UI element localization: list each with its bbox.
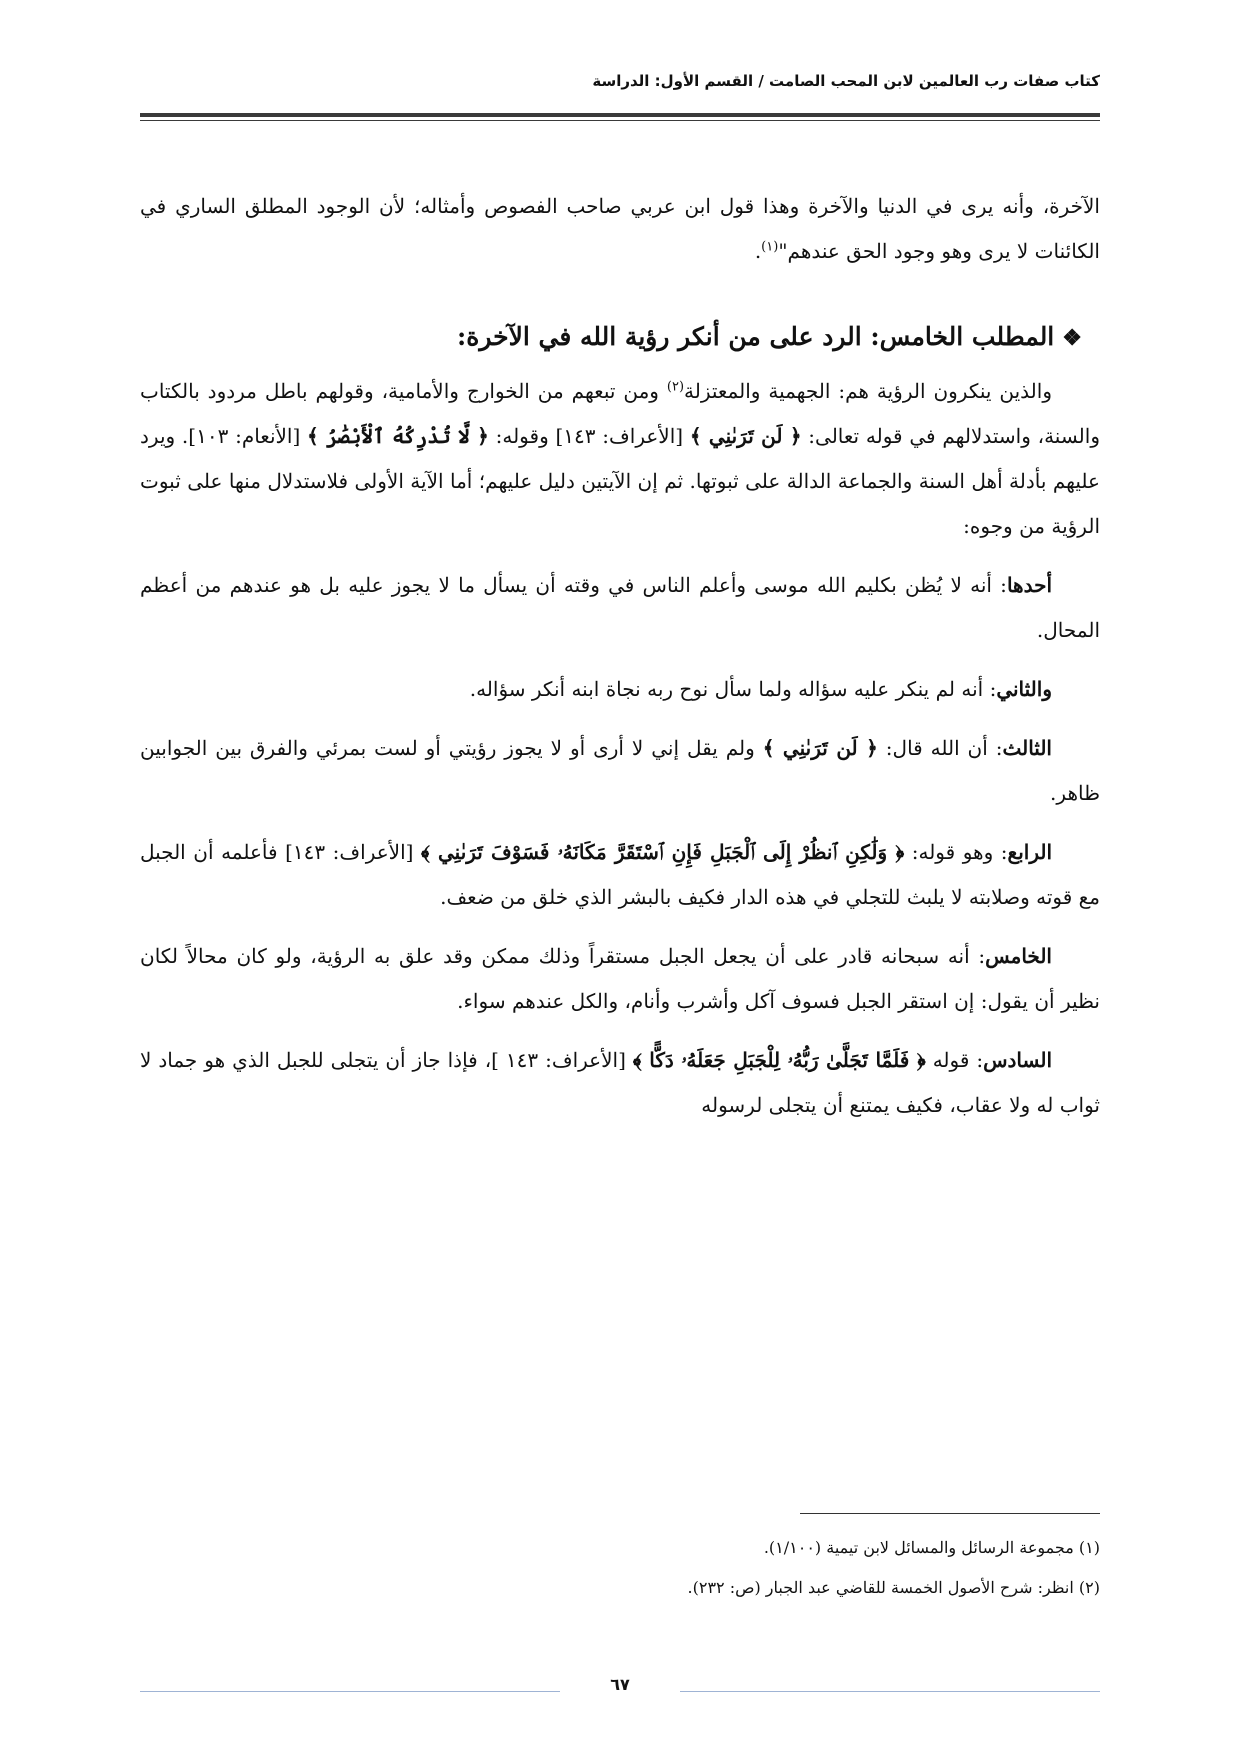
header-rule-thick: [140, 113, 1100, 117]
running-header: كتاب صفات رب العالمين لابن المحب الصامت / القسم الأول: الدراسة: [592, 72, 1100, 90]
footnote-ref-2[interactable]: (٢): [666, 379, 685, 395]
p1-text-a: والذين ينكرون الرؤية هم: الجهمية والمعتزلة: [684, 379, 1052, 403]
point-second-text: : أنه لم ينكر عليه سؤاله ولما سأل نوح ربه نجاة ابنه أنكر سؤاله.: [469, 677, 997, 701]
point-third-term: الثالث: [1002, 736, 1052, 760]
point-fifth-text: : أنه سبحانه قادر على أن يجعل الجبل مستقراً وذلك ممكن وقد علق به الرؤية، ولو كان محالاً لكان نظير أن يقول: إن استقر الجبل فسوف آكل وأشرب وأنام، والكل عندهم سواء.: [140, 944, 1100, 1013]
diamond-bullet-icon: ❖: [1062, 325, 1082, 351]
quran-verse-2: ﴿ لَّا تُدْرِكُهُ ٱلْأَبْصَٰرُ ﴾: [307, 424, 489, 448]
footnote-2: (٢) انظر: شرح الأصول الخمسة للقاضي عبد الجبار (ص: ٢٣٢).: [687, 1578, 1100, 1597]
point-fourth-text-b: [الأعراف: ١٤٣] فأعلمه أن الجبل مع قوته وصلابته لا يلبث للتجلي في هذه الدار فكيف بالبشر الذي خلق من ضعف.: [140, 840, 1100, 909]
quran-verse-4: ﴿ وَلَٰكِنِ ٱنظُرْ إِلَى ٱلْجَبَلِ فَإِنِ ٱسْتَقَرَّ مَكَانَهُۥ فَسَوْفَ تَرَىٰنِي ﴾: [420, 840, 905, 864]
page-number: ٦٧: [610, 1675, 630, 1694]
point-sixth-text-b: [الأعراف: ١٤٣ ]، فإذا جاز أن يتجلى للجبل الذي هو جماد لا ثواب له ولا عقاب، فكيف يمتنع أن يتجلى لرسوله: [140, 1048, 1100, 1117]
intro-paragraph: [140, 184, 1100, 274]
point-first-text: : أنه لا يُظن بكليم الله موسى وأعلم الناس في وقته أن يسأل ما لا يجوز عليه بل هو عندهم من أعظم المحال.: [140, 573, 1100, 642]
point-fifth: [140, 934, 1100, 1024]
p1-text-d: [الأنعام: ١٠٣]. ويرد عليهم بأدلة أهل السنة والجماعة الدالة على ثبوتها. ثم إن الآيتين دليل عليهم؛ أما الآية الأولى فلاستدلال منها على ثبوت الرؤية من وجوه:: [140, 424, 1100, 538]
footer-rule-right: [680, 1691, 1100, 1692]
intro-end: .: [754, 239, 762, 263]
point-sixth-text-a: : قوله: [925, 1048, 984, 1072]
quran-verse-3: ﴿ لَن تَرَىٰنِي ﴾: [762, 736, 878, 760]
point-third-text-a: : أن الله قال:: [877, 736, 1003, 760]
footnote-ref-1[interactable]: (١): [761, 239, 779, 255]
intro-text: الآخرة، وأنه يرى في الدنيا والآخرة وهذا قول ابن عربي صاحب الفصوص وأمثاله؛ لأن الوجود المطلق الساري في الكائنات لا يرى وهو وجود الحق عندهم": [140, 194, 1100, 263]
point-sixth-term: السادس: [983, 1048, 1052, 1072]
point-third-text-b: ولم يقل إني لا أرى أو لا يجوز رؤيتي أو لست بمرئي والفرق بين الجوابين ظاهر.: [140, 736, 1100, 805]
paragraph-deniers: [140, 369, 1100, 549]
point-sixth: [140, 1038, 1100, 1128]
header-rule-thin: [140, 120, 1100, 121]
footer-rule-left: [140, 1691, 560, 1692]
point-first-term: أحدها: [1006, 573, 1052, 597]
point-third: [140, 726, 1100, 816]
point-fifth-term: الخامس: [985, 944, 1052, 968]
point-second: [140, 667, 1100, 712]
quran-verse-1: ﴿ لَن تَرَىٰنِي ﴾: [689, 424, 802, 448]
page-content: [140, 184, 1100, 1128]
p1-text-c: [الأعراف: ١٤٣] وقوله:: [488, 424, 690, 448]
p1-text-b: ومن تبعهم من الخوارج والأمامية، وقولهم باطل مردود بالكتاب والسنة، واستدلالهم في قوله تعالى:: [140, 379, 1100, 448]
section-heading: [140, 314, 1100, 361]
footnotes: [140, 1528, 1100, 1608]
quran-verse-5: ﴿ فَلَمَّا تَجَلَّىٰ رَبُّهُۥ لِلْجَبَلِ جَعَلَهُۥ دَكًّا ﴾: [632, 1048, 926, 1072]
point-fourth-text-a: : وهو قوله:: [904, 840, 1008, 864]
section-heading-text: المطلب الخامس: الرد على من أنكر رؤية الله في الآخرة:: [457, 322, 1055, 351]
point-fourth: [140, 830, 1100, 920]
footnote-separator: [800, 1513, 1100, 1514]
point-first: [140, 563, 1100, 653]
point-fourth-term: الرابع: [1007, 840, 1052, 864]
footnote-1: (١) مجموعة الرسائل والمسائل لابن تيمية (١/١٠٠).: [763, 1538, 1100, 1557]
point-second-term: والثاني: [996, 677, 1052, 701]
